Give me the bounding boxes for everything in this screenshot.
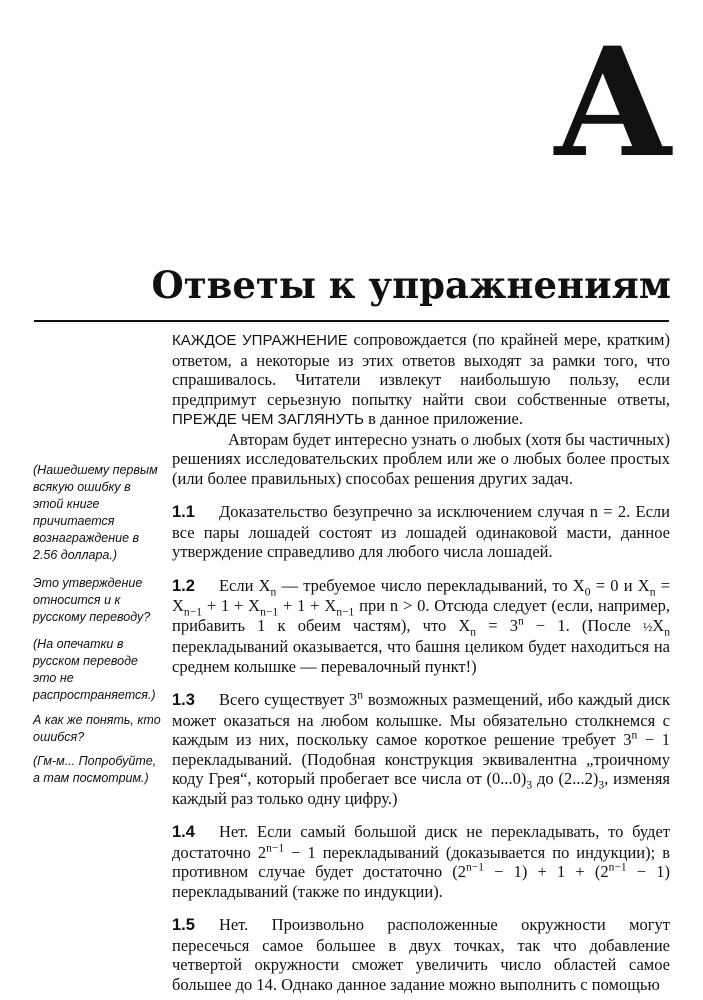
main-text: [172, 330, 670, 994]
margin-note-typos: (На опечатки в русском переводе это не распространяется.): [33, 637, 156, 702]
exercise-1-4: 1.4 Нет. Если самый большой диск не перекладывать, то будет достаточно $2^{n-1} - 1$ перекладываний (доказывается по индукции); в противном случае будет достаточно $(2^{n-1} - 1) + 1 + (2^{n-1} - 1)$ перекладываний (также по индукции).: [172, 822, 670, 901]
exercise-number: 1.5: [172, 916, 195, 934]
intro-lead-caps: КАЖДОЕ УПРАЖНЕНИЕ: [172, 332, 348, 349]
chapter-letter: A: [554, 15, 669, 191]
intro-paragraph-2: Авторам будет интересно узнать о любых (хотя бы частичных) решениях исследовательских проблем или же о любых более простых (или более правильных) способах решения других задач.: [172, 429, 670, 488]
exercise-1-3: 1.3 Всего существует 3$^n$ возможных размещений, ибо каждый диск может оказаться на любом колышке. Мы обязательно столкнемся с каждым из них, поскольку самое короткое решение требует $3^n - 1$ перекладываний. (Подобная конструкция эквивалентна „троичному коду Грея“, который пробегает все числа от $(0...0)_3$ до $(2...2)_3$, изменяя каждый раз только одну цифру.): [172, 689, 670, 808]
intro-paragraph-1: КАЖДОЕ УПРАЖНЕНИЕ сопровождается (по крайней мере, кратким) ответом, а некоторые из этих ответов выходят за рамки того, что спрашивалось. Читатели извлекут наибольшую пользу, если предпримут серьезную попытку найти свои собственные ответы, ПРЕЖДЕ ЧЕМ ЗАГЛЯНУТЬ в данное приложение.: [172, 330, 670, 428]
exercise-1-5: 1.5 Нет. Произвольно расположенные окружности могут пересечься самое большее в двух точках, так что добавление четвертой окружности сможет увеличить число областей самое большее до 14. Однако данное задание можно выполнить с помощью: [172, 915, 670, 994]
margin-note-reward: (Нашедшему первым всякую ошибку в этой книге причитается вознаграждение в 2.56 доллара.): [33, 463, 158, 562]
exercise-number: 1.2: [172, 576, 195, 595]
exercise-number: 1.1: [172, 503, 195, 521]
title-rule: [34, 320, 669, 322]
exercise-1-2: 1.2 Если $X_n$ — требуемое число перекладываний, то $X_0 = 0$ и $X_n = X_{n-1} + 1 + X_{n-1} + 1 + X_{n-1}$ при n > 0. Отсюда следует (если, например, прибавить 1 к обеим частям), что $X_n = 3^n - 1$. (После $\frac{1}{2}X_n$ перекладываний оказывается, что башня целиком будет находиться на среднем колышке — перевалочный пункт!): [172, 575, 670, 676]
margin-note-who-erred: А как же понять, кто ошибся?: [33, 713, 161, 744]
margin-note-try: (Гм-м... Попробуйте, а там посмотрим.): [33, 754, 157, 785]
margin-note-translation-question: Это утверждение относится и к русскому переводу?: [33, 576, 151, 624]
exercise-number: 1.3: [172, 691, 195, 709]
exercise-1-1: 1.1 Доказательство безупречно за исключением случая n = 2. Если все пары лошадей состоят из лошадей одинаковой масти, данное утверждение справедливо для любого числа лошадей.: [172, 502, 670, 561]
intro-emphasis-caps: ПРЕЖДЕ ЧЕМ ЗАГЛЯНУТЬ: [172, 411, 365, 428]
chapter-title: Ответы к упражнениям: [151, 263, 671, 307]
exercise-number: 1.4: [172, 823, 195, 841]
